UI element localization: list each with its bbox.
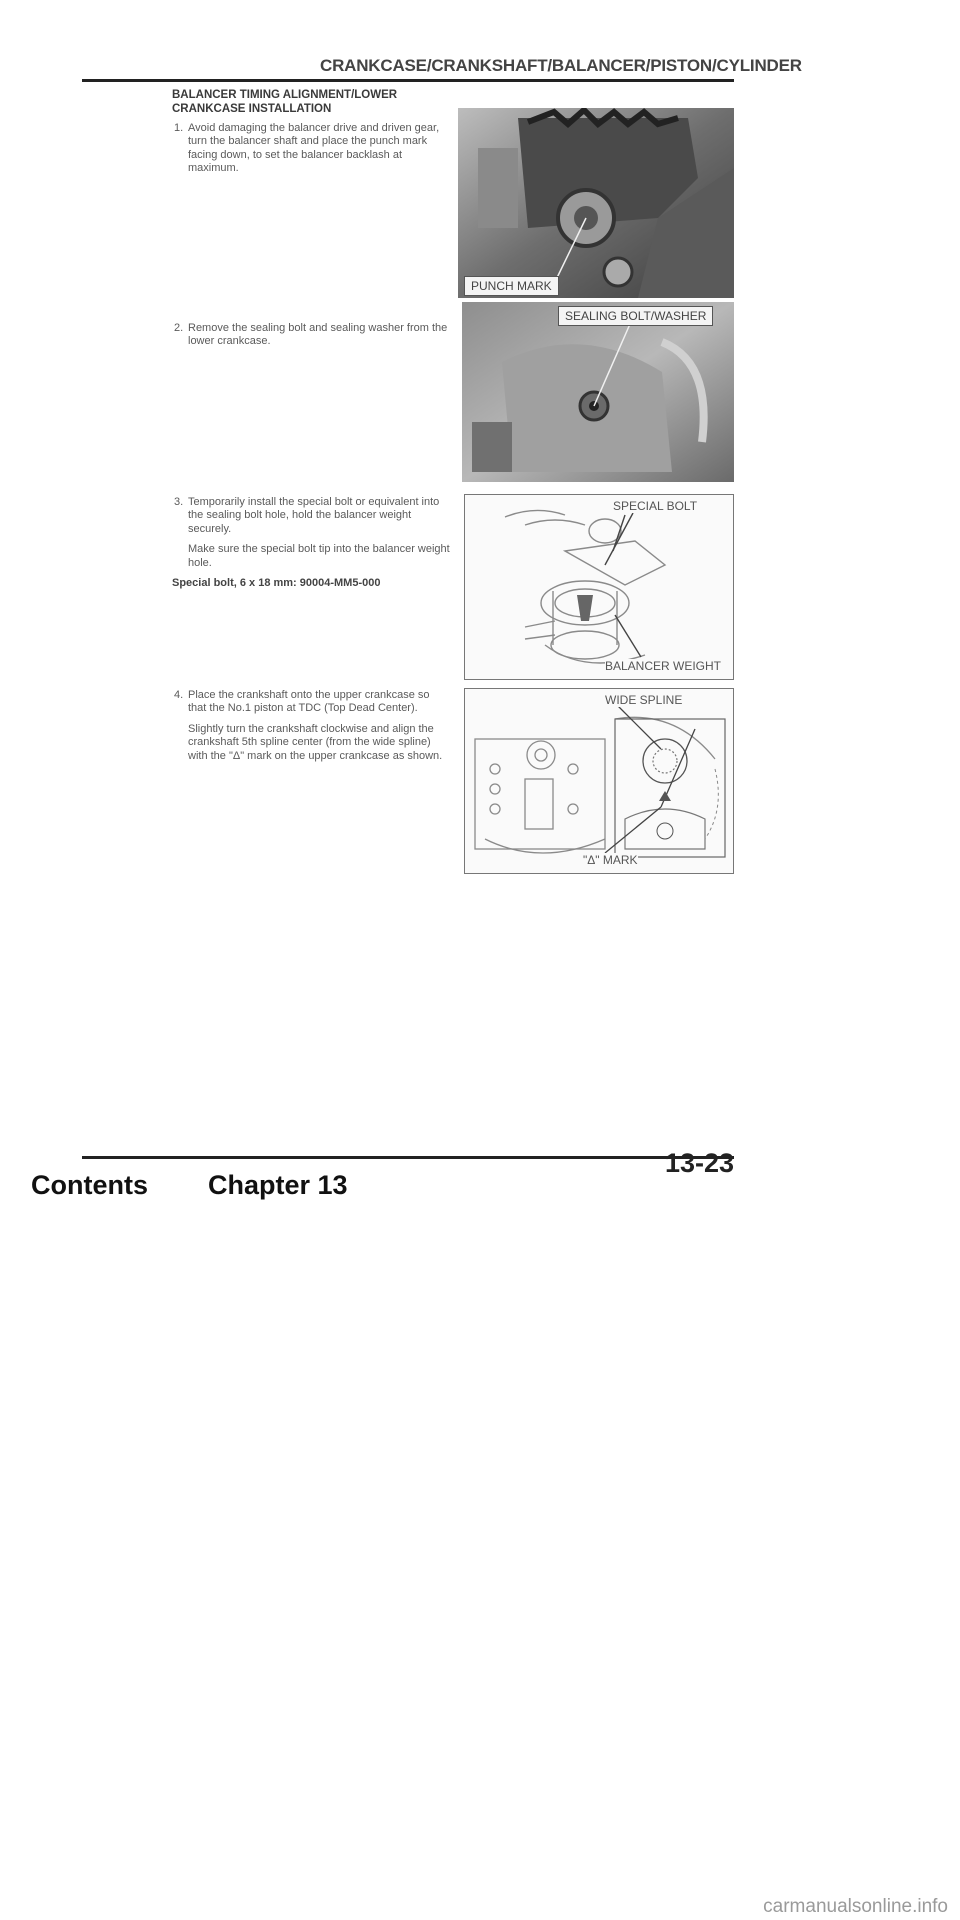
figure-wide-spline-drawing bbox=[464, 688, 734, 874]
wide-spline-illustration bbox=[465, 689, 733, 873]
label-delta-mark: "Δ" MARK bbox=[583, 853, 638, 867]
step-text: Avoid damaging the balancer drive and driven gear, turn the balancer shaft and place the punch mark facing down, to set the balancer backlash at maximum. bbox=[188, 122, 440, 175]
section-title-line1: BALANCER TIMING ALIGNMENT/LOWER bbox=[172, 89, 398, 101]
step-4 bbox=[174, 689, 450, 770]
step-text: Temporarily install the special bolt or equivalent into the sealing bolt hole, hold the balancer weight securely. bbox=[188, 496, 440, 535]
chapter-13-link[interactable]: Chapter 13 bbox=[208, 1170, 348, 1200]
engine-photo-1 bbox=[458, 108, 734, 298]
header-rule bbox=[82, 79, 734, 82]
step-number: 3. bbox=[174, 496, 184, 508]
step-number: 2. bbox=[174, 322, 184, 334]
section-title-line2: CRANKCASE INSTALLATION bbox=[172, 103, 332, 115]
label-special-bolt: SPECIAL BOLT bbox=[613, 499, 698, 513]
label-wide-spline: WIDE SPLINE bbox=[605, 693, 683, 707]
page-number: 13-23 bbox=[664, 1148, 734, 1178]
step-text: Slightly turn the crankshaft clockwise and align the crankshaft 5th spline center (from the wide spline) with the "Δ" mark on the upper crankcase as shown. bbox=[188, 722, 443, 762]
callout-sealing-bolt-washer: SEALING BOLT/WASHER bbox=[558, 306, 713, 326]
step-number: 1. bbox=[174, 122, 184, 134]
callout-punch-mark: PUNCH MARK bbox=[464, 276, 559, 296]
site-watermark: carmanualsonline.info bbox=[763, 1896, 948, 1917]
step-1 bbox=[174, 122, 450, 183]
figure-punch-mark-photo bbox=[458, 108, 734, 298]
section-title bbox=[172, 88, 472, 116]
figure-sealing-bolt-photo bbox=[462, 302, 734, 482]
special-bolt-spec: Special bolt, 6 x 18 mm: 90004-MM5-000 bbox=[172, 577, 381, 590]
step-text: Place the crankshaft onto the upper crankcase so that the No.1 piston at TDC (Top Dead Center). bbox=[188, 689, 430, 715]
step-3 bbox=[174, 496, 450, 590]
figure-special-bolt-drawing bbox=[464, 494, 734, 680]
step-number: 4. bbox=[174, 689, 184, 701]
step-2 bbox=[174, 322, 450, 356]
step-text: Remove the sealing bolt and sealing washer from the lower crankcase. bbox=[188, 322, 448, 348]
page-header-title: CRANKCASE/CRANKSHAFT/BALANCER/PISTON/CYLINDER bbox=[320, 56, 802, 75]
step-text: Make sure the special bolt tip into the balancer weight hole. bbox=[188, 543, 450, 569]
special-bolt-illustration bbox=[465, 495, 733, 679]
engine-photo-2 bbox=[462, 302, 734, 482]
label-balancer-weight: BALANCER WEIGHT bbox=[605, 659, 722, 673]
contents-link[interactable]: Contents bbox=[31, 1170, 148, 1200]
